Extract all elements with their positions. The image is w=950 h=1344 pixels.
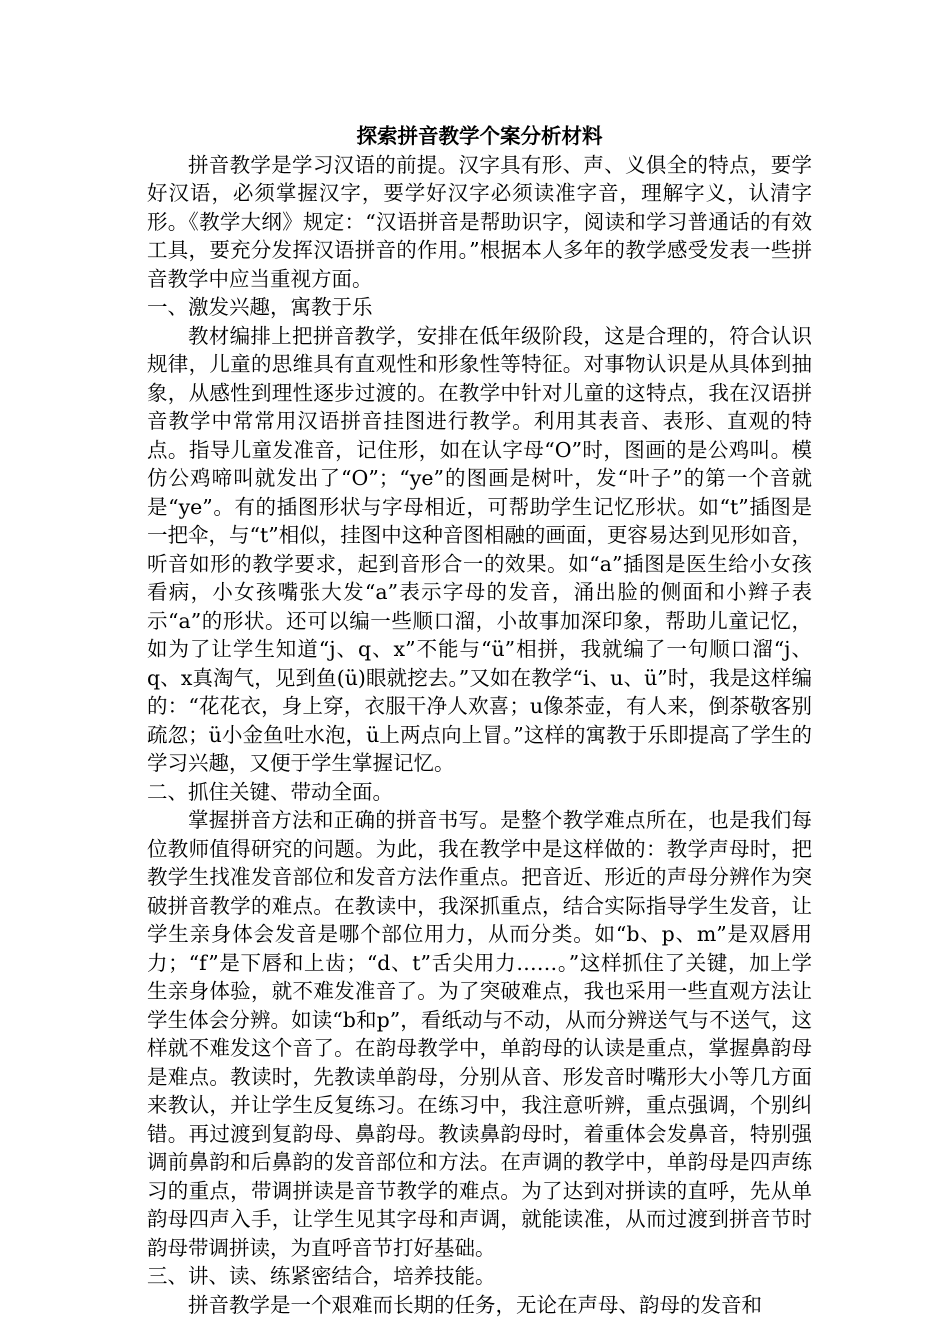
document-title: 探索拼音教学个案分析材料 bbox=[356, 124, 603, 148]
document-body bbox=[147, 122, 812, 1319]
section-heading-1: 一、激发兴趣，寓教于乐 bbox=[147, 295, 373, 319]
section-body-2: 掌握拼音方法和正确的拼音书写。是整个教学难点所在，也是我们每位教师值得研究的问题。为此，我在教学中是这样做的：教学声母时，把教学生找准发音部位和发音方法作重点。把音近、形近的声母分辨作为突破拼音教学的难点。在教读中，我深抓重点，结合实际指导学生发音，让学生亲身体会发音是哪个部位用力，从而分类。如“b、p、m”是双唇用力；“f”是下唇和上齿；“d、t”舌尖用力……。”这样抓住了关键，加上学生亲身体验，就不难发准音了。为了突破难点，我也采用一些直观方法让学生体会分辨。如读“b和p”，看纸动与不动，从而分辨送气与不送气，这样就不难发这个音了。在韵母教学中，单韵母的认读是重点，掌握鼻韵母是难点。教读时，先教读单韵母，分别从音、形发音时嘴形大小等几方面来教认，并让学生反复练习。在练习中，我注意听辨，重点强调，个别纠错。再过渡到复韵母、鼻韵母。教读鼻韵母时，着重体会发鼻音，特别强调前鼻韵和后鼻韵的发音部位和方法。在声调的教学中，单韵母是四声练习的重点，带调拼读是音节教学的难点。为了达到对拼读的直呼，先从单韵母四声入手，让学生见其字母和声调，就能读准，从而过渡到拼音节时韵母带调拼读，为直呼音节打好基础。 bbox=[147, 808, 812, 1260]
section-body-1: 教材编排上把拼音教学，安排在低年级阶段，这是合理的，符合认识规律，儿童的思维具有直观性和形象性等特征。对事物认识是从具体到抽象，从感性到理性逐步过渡的。在教学中针对儿童的这特点，我在汉语拼音教学中常常用汉语拼音挂图进行教学。利用其表音、表形、直观的特点。指导儿童发准音，记住形，如在认字母“O”时，图画的是公鸡叫。模仿公鸡啼叫就发出了“O”；“ye”的图画是树叶，发“叶子”的第一个音就是“ye”。有的插图形状与字母相近，可帮助学生记忆形状。如“t”插图是一把伞，与“t”相似，挂图中这种音图相融的画面，更容易达到见形如音，听音如形的教学要求，起到音形合一的效果。如“a”插图是医生给小女孩看病，小女孩嘴张大发“a”表示字母的发音，涌出脸的侧面和小辫子表示“a”的形状。还可以编一些顺口溜，小故事加深印象，帮助儿童记忆，如为了让学生知道“j、q、x”不能与“ü”相拼，我就编了一句顺口溜“j、q、x真淘气，见到鱼(ü)眼就挖去。”又如在教学“i、u、ü”时，我是这样编的：“花花衣，身上穿，衣服干净人欢喜；u像茶壶，有人来，倒茶敬客别疏忽；ü小金鱼吐水泡，ü上两点向上冒。”这样的寓教于乐即提高了学生的学习兴趣，又便于学生掌握记忆。 bbox=[147, 323, 812, 775]
section-body-3: 拼音教学是一个艰难而长期的任务，无论在声母、韵母的发音和 bbox=[188, 1292, 762, 1317]
intro-paragraph: 拼音教学是学习汉语的前提。汉字具有形、声、义俱全的特点，要学好汉语，必须掌握汉字，要学好汉字必须读准字音，理解字义，认清字形。《教学大纲》规定：“汉语拼音是帮助识字，阅读和学习普通话的有效工具，要充分发挥汉语拼音的作用。”根据本人多年的教学感受发表一些拼音教学中应当重视方面。 bbox=[147, 152, 812, 291]
section-heading-3: 三、讲、读、练紧密结合，培养技能。 bbox=[147, 1264, 496, 1288]
section-heading-2: 二、抓住关键、带动全面。 bbox=[147, 779, 393, 804]
